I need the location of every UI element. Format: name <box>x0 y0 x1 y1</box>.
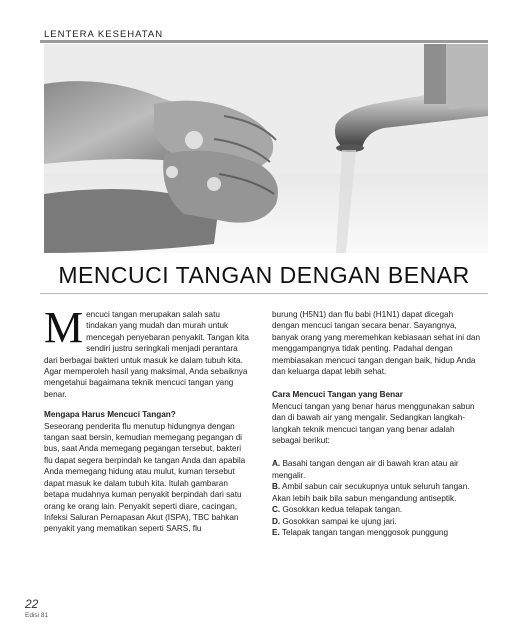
intro-text: encuci tangan merupakan salah satu tindakan yang mudah dan murah untuk mencegah penyebaran penyakit. Tangan kita sendiri justru seringkali menjadi perantara dari berbagai bakteri untuk masuk ke dalam tubuh kita. Agar memperoleh hasil yang maksimal, Anda sebaiknya mengetahui bagaimana teknik mencuci tangan yang benar. <box>44 310 249 399</box>
hand-washing-photo <box>44 44 488 253</box>
intro-paragraph <box>44 303 250 400</box>
article-column-left <box>44 303 250 535</box>
list-item: D. Gosokkan sampai ke ujung jari. <box>272 516 397 526</box>
paragraph-how: Mencuci tangan yang benar harus menggunakan sabun dan di bawah air yang mengalir. Sedangkan langkah-langkah teknik mencuci tangan yang benar adalah sebagai berikut: <box>272 401 475 446</box>
list-item: C. Gosokkan kedua telapak tangan. <box>272 505 403 515</box>
list-item: B. Ambil sabun cair secukupnya untuk seluruh tangan. Akan lebih baik bila sabun mengandung antiseptik. <box>272 482 470 503</box>
steps-list <box>272 458 482 538</box>
subheading-how: Cara Mencuci Tangan yang Benar <box>272 390 403 400</box>
section-header: LENTERA KESEHATAN <box>44 29 164 40</box>
hand-washing-illustration <box>44 44 488 253</box>
subheading-why: Mengapa Harus Mencuci Tangan? <box>44 410 176 420</box>
article-column-right <box>272 309 482 538</box>
edition-label: Edisi 81 <box>25 612 49 619</box>
page-number: 22 <box>25 597 39 611</box>
drop-cap: M <box>44 303 84 352</box>
paragraph-continuation: burung (H5N1) dan flu babi (H1N1) dapat dicegah dengan mencuci tangan secara benar. Sayangnya, banyak orang yang meremehkan kebiasaan sehat ini dan menggampangnya tidak penting. Padahal dengan membiasakan mencuci tangan dengan baik, hidup Anda dan keluarga dapat lebih sehat. <box>272 310 481 377</box>
title-divider <box>40 293 488 294</box>
list-item: E. Telapak tangan tangan menggosok punggung <box>272 527 449 537</box>
header-divider <box>40 40 488 43</box>
list-item: A. Basahi tangan dengan air di bawah kran atau air mengalir. <box>272 459 459 480</box>
paragraph-why: Seseorang penderita flu menutup hidungnya dengan tangan saat bersin, kemudian memegang pegangan di bus, saat Anda memegang pegangan tersebut, bakteri flu dapat segera berpindah ke tangan Anda dan apabila Anda memegang hidung atau mulut, kuman tersebut dapat masuk ke dalam tubuh kita. Itulah gambaran betapa mudahnya kuman penyakit berpindah dari satu orang ke orang lain. Penyakit seperti diare, cacingan, Infeksi Saluran Pernapasan Akut (ISPA), TBC bahkan penyakit yang mematikan seperti SARS, flu <box>44 421 246 534</box>
article-title: MENCUCI TANGAN DENGAN BENAR <box>58 262 470 288</box>
